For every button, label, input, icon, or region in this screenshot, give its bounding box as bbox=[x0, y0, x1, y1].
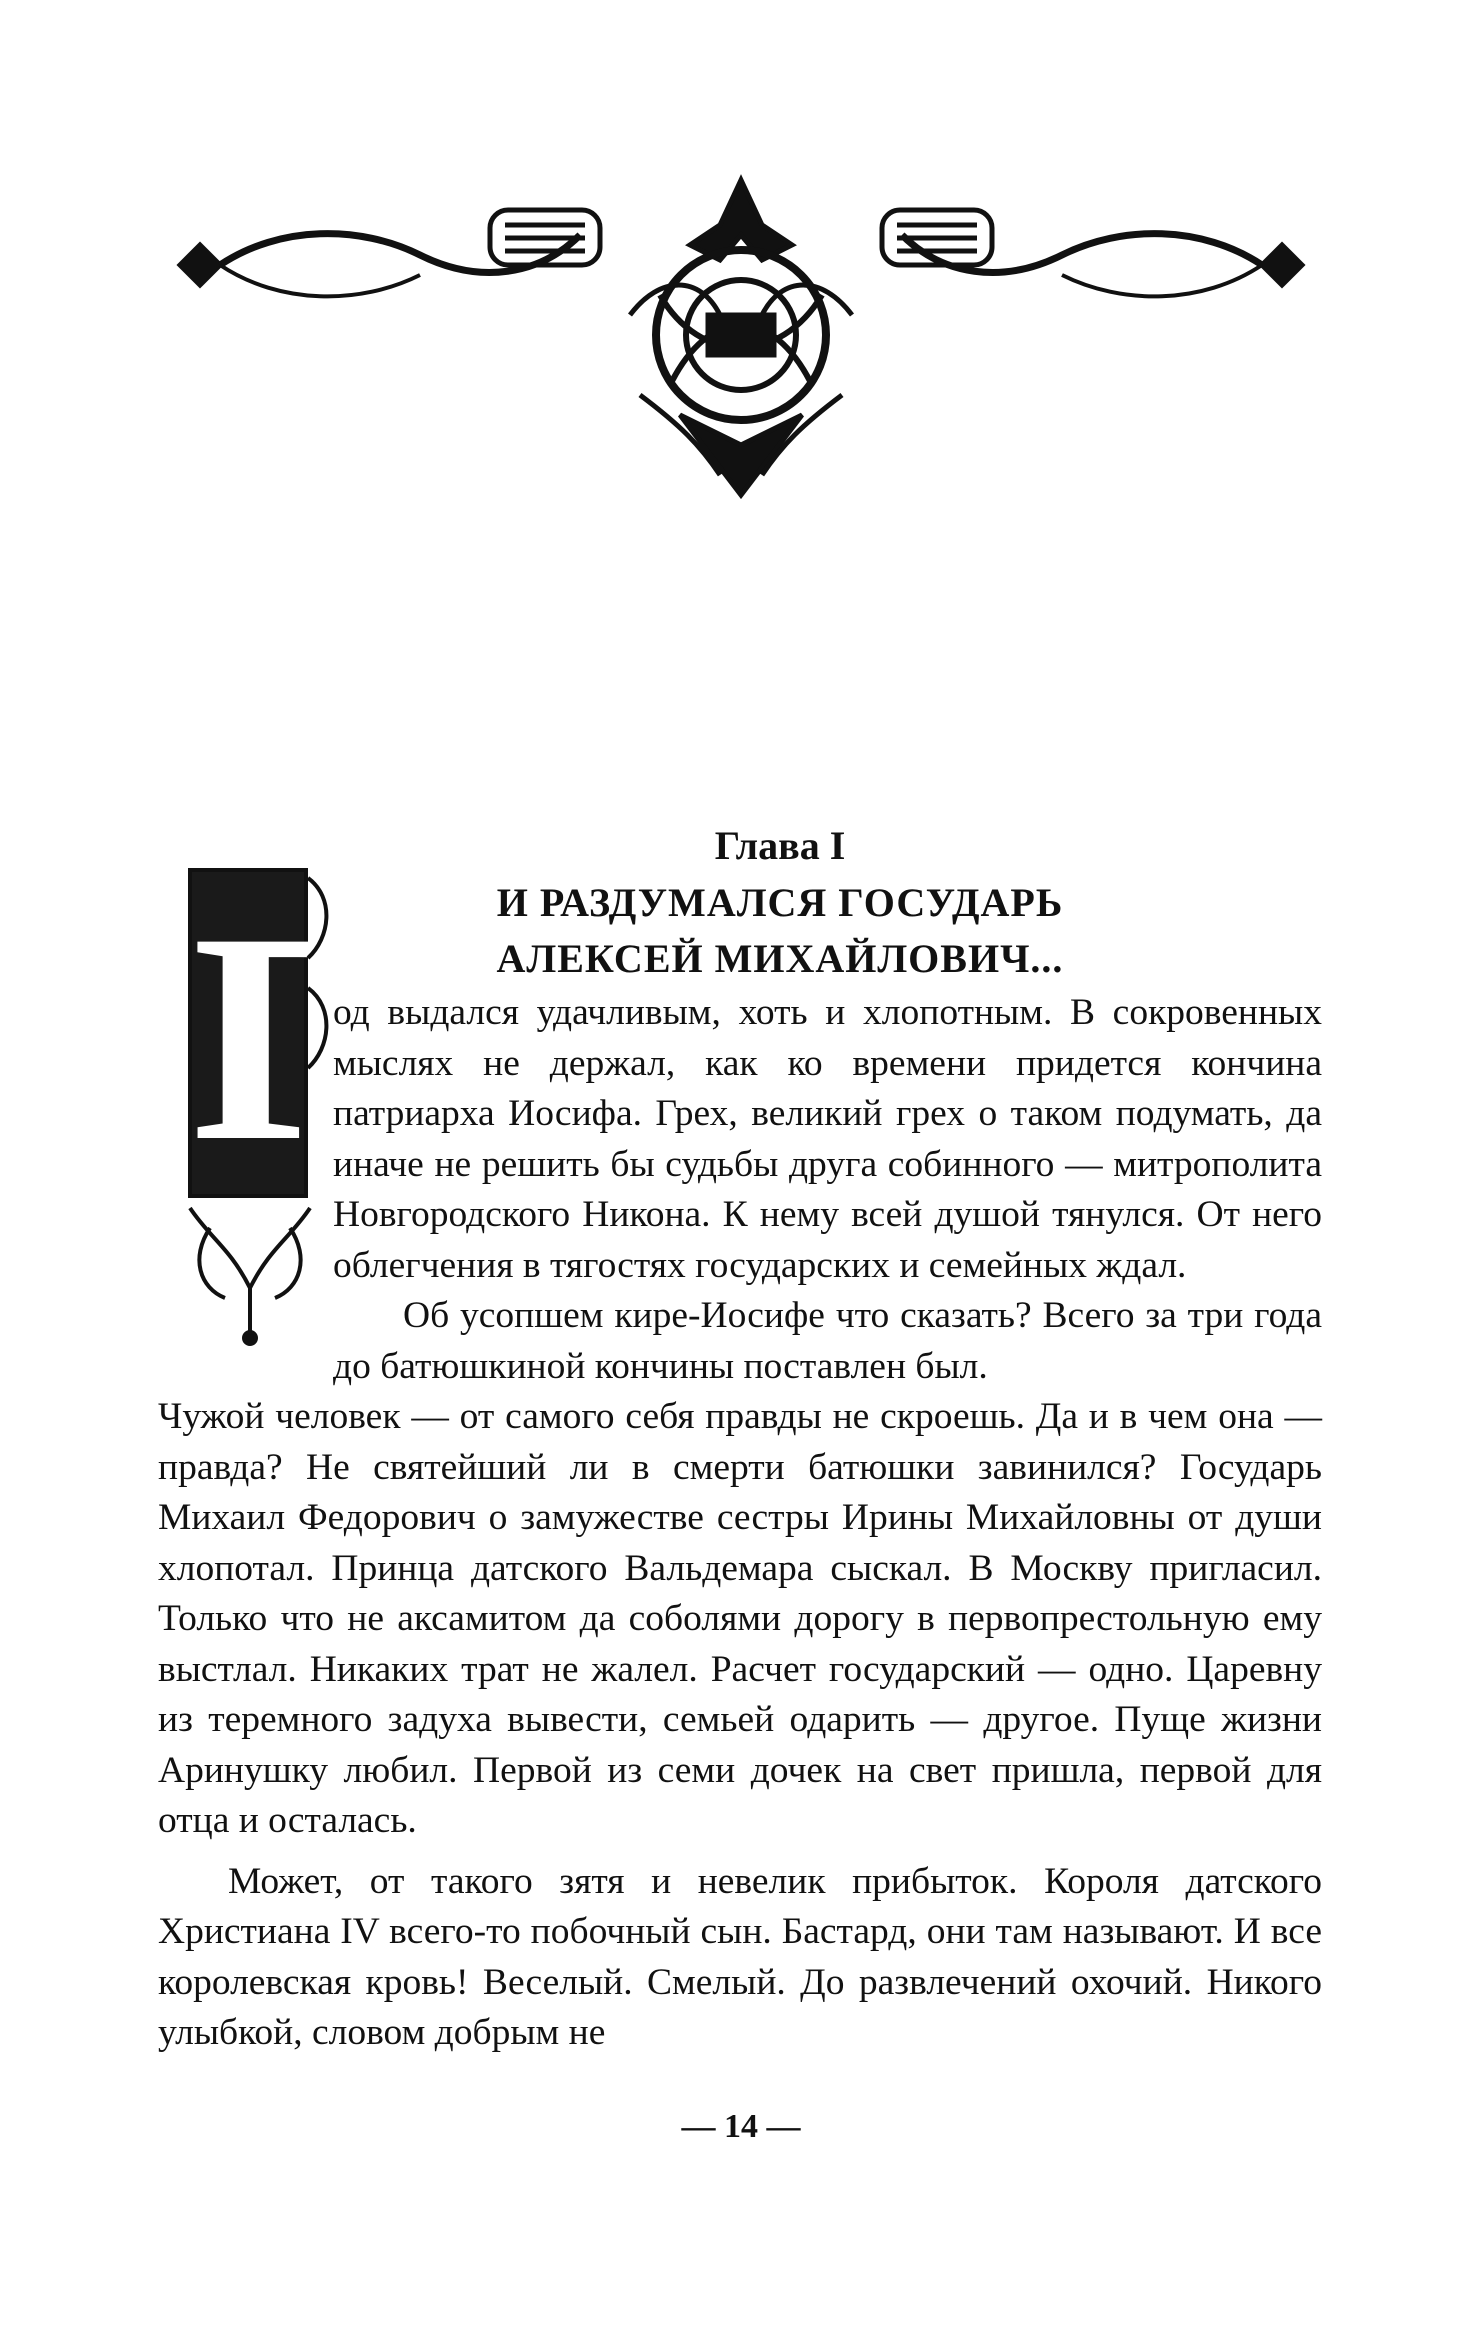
header-ornament bbox=[160, 165, 1322, 505]
page-number: — 14 — bbox=[681, 2108, 801, 2145]
drop-cap-letter: Г bbox=[188, 868, 308, 1198]
paragraph-2-indented: Об усопшем кире-Иосифе что сказать? Всего за три года до батюшкиной кончины поставлен был. bbox=[333, 1295, 1322, 1387]
paragraph-2-rest: Чужой человек — от самого себя правды не скроешь. Да и в чем она — правда? Не святейший ли в смерти батюшки завинился? Государь Михаил Федорович о замужестве сестры Ирины Михайловны от души хлопотал. Принца датского Вальдемара сыскал. В Москву пригласил. Только что не аксамитом да соболями дорогу в первопрестольную ему выстлал. Никаких трат не жалел. Расчет государский — одно. Царевну из теремного задуха вывести, семьей одарить — другое. Пуще жизни Аринушку любил. Первой из семи дочек на свет пришла, первой для отца и осталась. bbox=[158, 1396, 1322, 1841]
body-text bbox=[158, 988, 1322, 2059]
chapter-number: Глава I bbox=[714, 823, 846, 868]
paragraph-1: од выдался удачливым, хоть и хлопотным. В сокровенных мыслях не держал, как ко времени придется кончина патриарха Иосифа. Грех, великий грех о таком подумать, да иначе не решить бы судьбы друга собинного — митрополита Новгородского Никона. К нему всей душой тянулся. От него облегчения в тягостях государских и семейных ждал. bbox=[333, 992, 1322, 1286]
chapter-title-line-1: И РАЗДУМАЛСЯ ГОСУДАРЬ bbox=[496, 880, 1064, 925]
chapter-heading bbox=[420, 820, 1140, 984]
paragraph-3: Может, от такого зятя и невелик прибыток. Короля датского Христиана IV всего-то побочный сын. Бастард, они там называют. И все королевская кровь! Веселый. Смелый. До развлечений охочий. Никого улыбкой, словом добрым не bbox=[158, 1860, 1322, 2053]
paragraph-2 bbox=[158, 1291, 1322, 1392]
chapter-title-line-2: АЛЕКСЕЙ МИХАЙЛОВИЧ... bbox=[496, 936, 1064, 981]
